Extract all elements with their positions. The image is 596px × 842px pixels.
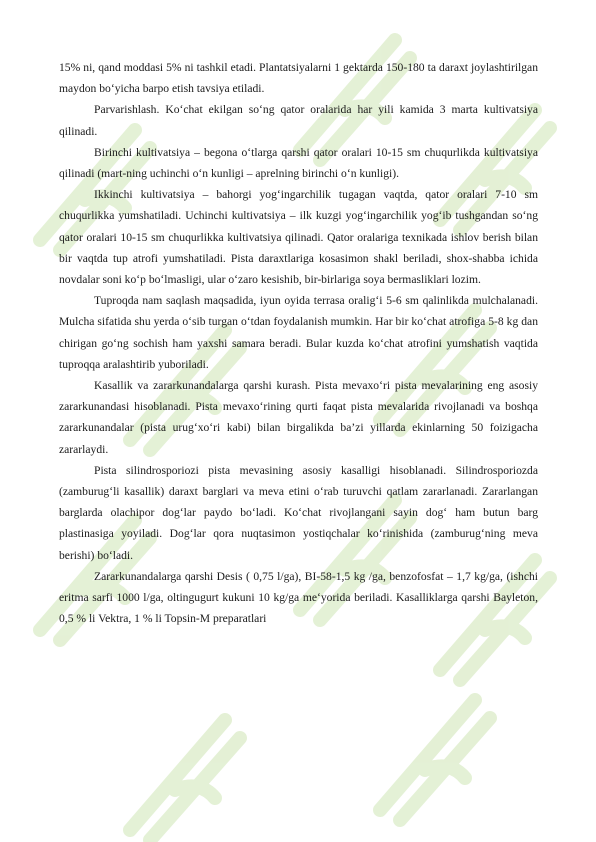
paragraph-2: Parvarishlash. Ko‘chat ekilgan so‘ng qator oralarida har yili kamida 3 marta kultivatsiya qilinadi. [59, 103, 538, 138]
paragraph-3: Birinchi kultivatsiya – begona o‘tlarga qarshi qator oralari 10-15 sm chuqurlikda kultivatsiya qilinadi (mart-ning uchinchi o‘n kunligi – aprelning birinchi o‘n kunligi). [59, 145, 538, 181]
watermark-stroke [130, 720, 240, 840]
watermark-stroke [380, 700, 490, 820]
paragraph-4: Ikkinchi kultivatsiya – bahorgi yog‘ingarchilik tugagan vaqtda, qator oralari 7-10 sm chuqurlikka yumshatiladi. Uchinchi kultivatsiya – ilk kuzgi yog‘ingarchilik yog‘ib tushgandan so‘ng qator oralari 10-15 sm chuqurlikka kultivatsiya qilinadi. Qator oralariga texnikada ishlov berish bilan bir vaqtda tup atrofi yumshatiladi. Pista daraxtlariga kosasimon shakl beriladi, shox-shabba ichida novdalar soni ko‘p bo‘lmasligi, ular o‘zaro kesishib, bir-birlariga soya bermasliklari lozim. [59, 188, 538, 287]
paragraph-6: Kasallik va zararkunandalarga qarshi kurash. Pista mevaxo‘ri pista mevalarining eng asosiy zararkunandasi hisoblanadi. Pista mevaxo‘rining qurti faqat pista mevalarida rivojlanadi va boshqa zararkunandalar (pista urug‘xo‘ri kabi) bilan birgalikda ba’zi yillarda ekinlarning 50 foizigacha zararlaydi. [59, 379, 538, 456]
document-body [59, 57, 538, 629]
paragraph-7: Pista silindrosporiozi pista mevasining asosiy kasalligi hisoblanadi. Silindrosporiozda (zamburug‘li kasallik) daraxt barglari va meva etini o‘rab turuvchi qatlam zararlanadi. Zararlangan barglarda olachipor dog‘lar paydo bo‘ladi. Ko‘chat rivojlangani sayin dog‘ ham butun barg plastinasiga yoyiladi. Dog‘lar qora nuqtasimon yostiqchalar ko‘rinishida (zamburug‘ning meva berishi) bo‘ladi. [59, 463, 538, 562]
paragraph-8: Zararkunandalarga qarshi Desis ( 0,75 l/ga), BI-58-1,5 kg /ga, benzofosfat – 1,7 kg/ga, (ishchi eritma sarfi 1000 l/ga, oltingugurt kukuni 10 kg/ga me‘yorida beriladi. Kasalliklarga qarshi Bayleton, 0,5 % li Vektra, 1 % li Topsin-M preparatlari [59, 569, 538, 626]
paragraph-5: Tuproqda nam saqlash maqsadida, iyun oyida terrasa oralig‘i 5-6 sm qalinlikda mulchalanadi. Mulcha sifatida shu yerda o‘sib turgan o‘tdan foydalanish mumkin. Har bir ko‘chat atrofiga 5-8 kg dan chirigan go‘ng sochish ham yaxshi samara beradi. Bular kuzda ko‘chat atrofini yumshatish vaqtida tuproqqa aralashtirib yuboriladi. [59, 294, 538, 371]
paragraph-1: 15% ni, qand moddasi 5% ni tashkil etadi. Plantatsiyalarni 1 gektarda 150-180 ta daraxt joylashtirilgan maydon bo‘yicha barpo etish tavsiya etiladi. [59, 61, 538, 96]
